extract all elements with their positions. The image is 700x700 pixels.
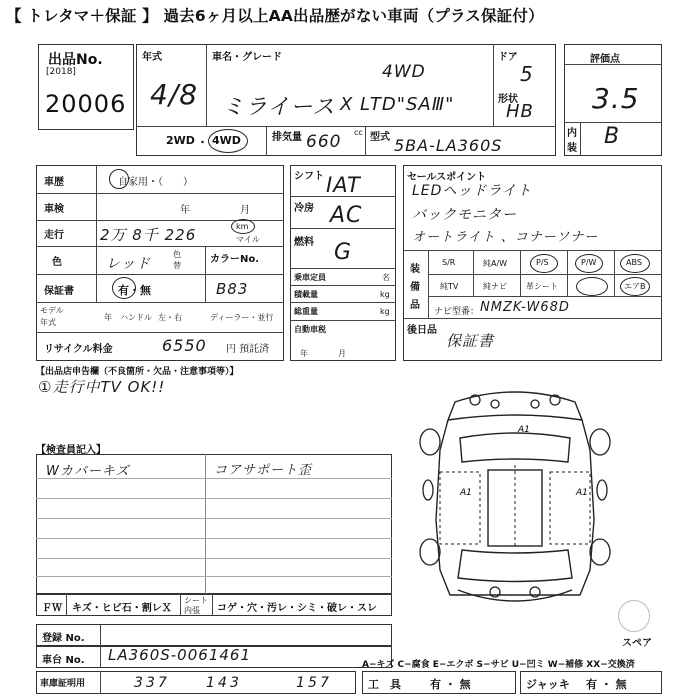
warranty-options: 有・無 — [118, 284, 151, 297]
tools-options: 有 ・ 無 — [430, 678, 471, 691]
spare-tire-icon — [618, 600, 650, 632]
listing-number: 20006 — [45, 90, 127, 118]
seat-label-2: 内張 — [184, 606, 200, 615]
equip-navi: 純ナビ — [483, 282, 507, 291]
floor-text: キズ・ヒビ石・割レＸ — [72, 603, 172, 614]
chassis-value: LA360S-0061461 — [108, 646, 251, 664]
score-value: 3.5 — [592, 82, 640, 115]
model-label: 型式 — [370, 132, 390, 143]
selling-line-1: LEDヘッドライト — [412, 183, 533, 199]
mileage-km: km — [236, 222, 249, 231]
sheet-title: 【 トレタマ＋保証 】 過去6ヶ月以上AA出品歴がない車両（プラス保証付） — [6, 7, 544, 25]
floor-text-2: コゲ・穴・汚レ・シミ・破レ・スレ — [217, 603, 377, 614]
capacity-unit: 名 — [382, 273, 390, 282]
model-value: 5BA-LA360S — [394, 136, 503, 155]
weight-label: 総重量 — [294, 307, 318, 316]
tire-rear-left — [420, 539, 440, 565]
color-no-label: カラーNo. — [210, 254, 260, 265]
cert-digit-4: 1 — [206, 675, 216, 691]
recycle-unit: 円 預託済 — [226, 344, 270, 355]
drive-4wd-circle — [208, 129, 248, 153]
door-label: ドア — [498, 52, 518, 63]
rekishi-label: 車歴 — [44, 177, 64, 188]
inspector-label: 【検査員記入】 — [36, 445, 106, 456]
mark-a1-right: A1 — [576, 488, 588, 498]
drive-note: 4WD — [382, 62, 426, 82]
cert-digit-1: 3 — [134, 675, 144, 691]
selling-label: セールスポイント — [407, 172, 487, 183]
dealer-label: ディーラー・並行 — [210, 313, 274, 322]
handle-label: ハンドル — [120, 313, 152, 322]
damage-legend: A−キズ C−腐食 E−エクボ S−サビ U−凹ミ W−補修 XX−交換済 — [362, 660, 635, 670]
cert-digit-7: 1 — [296, 675, 306, 691]
chassis-label: 車台 No. — [42, 655, 85, 666]
recycle-label: リサイクル料金 — [44, 344, 113, 355]
cc-unit: cc — [354, 128, 363, 137]
next-month: 月 — [338, 349, 346, 358]
nenshiki-value: 4/8 — [150, 78, 199, 111]
cert-digit-2: 3 — [146, 675, 156, 691]
drive-4wd: 4WD — [212, 134, 241, 147]
score-label: 評価点 — [590, 54, 620, 65]
tools-label: 工 具 — [368, 678, 401, 691]
interior-label-1: 内 — [567, 128, 577, 139]
recycle-value: 6550 — [162, 336, 207, 355]
car-label: 車名・グレード — [212, 52, 282, 63]
load-unit: kg — [380, 290, 390, 299]
door-value: 5 — [520, 62, 534, 86]
drive-2wd: 2WD — [166, 134, 195, 147]
color-change-2: 替 — [173, 261, 181, 270]
notes-value: ①走行中TV OK!! — [38, 378, 166, 396]
car-damage-diagram — [400, 380, 630, 616]
selling-line-3: オートライト 、コナーソナー — [412, 230, 599, 245]
jack-options: 有 ・ 無 — [586, 678, 627, 691]
mileage-mile: マイル — [236, 235, 260, 244]
equip-abs: ABS — [626, 258, 642, 267]
cert-digit-6: 3 — [230, 675, 240, 691]
equipment-label-3: 品 — [410, 300, 420, 311]
registration-box — [36, 624, 392, 646]
model-year-label-1: モデル — [40, 306, 64, 315]
equipment-label-2: 備 — [410, 282, 420, 293]
warranty-label: 保証書 — [44, 286, 74, 297]
shift-value: IAT — [326, 173, 361, 197]
equip-aw: 純A/W — [483, 259, 508, 268]
rekishi-options: 自家用・（ ） — [118, 177, 193, 188]
navi-value: NMZK-W68D — [480, 300, 570, 315]
notes-label: 【出品店申告欄（不良箇所・欠品・注意事項等）】 — [36, 367, 239, 377]
inspector-right-value: コアサポート歪 — [214, 463, 313, 478]
color-label: 色 — [52, 257, 62, 268]
shaken-label: 車検 — [44, 204, 64, 215]
equip-sr: S/R — [442, 258, 456, 267]
cert-digit-8: 5 — [308, 675, 318, 691]
next-label: 自動車税 — [294, 325, 326, 334]
color-change-1: 色 — [173, 250, 181, 259]
jack-label: ジャッキ — [526, 678, 570, 691]
listing-label: 出品No. — [48, 52, 103, 68]
model-year-label-2: 年式 — [40, 318, 56, 327]
cert-digit-9: 7 — [320, 675, 330, 691]
interior-label-2: 装 — [567, 143, 577, 154]
weight-unit: kg — [380, 307, 390, 316]
mileage-label: 走行 — [44, 230, 64, 241]
shaken-month: 月 — [240, 205, 250, 216]
displacement-value: 660 — [306, 132, 342, 152]
interior-value: B — [604, 124, 621, 149]
nenshiki-label: 年式 — [142, 52, 162, 63]
fuel-value: G — [334, 240, 353, 265]
equipment-label-1: 装 — [410, 264, 420, 275]
car-grade: X LTD"SAⅢ" — [340, 94, 455, 115]
ac-label: 冷房 — [294, 203, 314, 214]
registration-label: 登録 No. — [42, 633, 85, 644]
color-value: レッド — [106, 256, 151, 272]
capacity-label: 乗車定員 — [294, 273, 326, 282]
navi-label: ナビ型番： — [434, 307, 480, 317]
model-year-unit: 年 — [104, 313, 112, 322]
equip-ps: P/S — [536, 258, 549, 267]
seat-label-1: シート — [184, 596, 208, 605]
shaken-year: 年 — [180, 205, 190, 216]
selling-line-2: バックモニター — [412, 207, 517, 223]
next-year: 年 — [300, 349, 308, 358]
shift-label: シフト — [294, 171, 324, 182]
equip-tv: 純TV — [440, 282, 459, 291]
floor-label: ＦＷ — [42, 603, 62, 614]
displacement-label: 排気量 — [272, 132, 302, 143]
tire-rear-right — [590, 539, 610, 565]
tire-front-right — [590, 429, 610, 455]
certificate-label: 車庫証明用 — [40, 679, 86, 689]
mileage-value: 2万 8千 226 — [100, 226, 197, 244]
fuel-label: 燃料 — [294, 237, 314, 248]
spare-label: スペア — [622, 638, 652, 649]
handle-options: 左・右 — [158, 313, 182, 322]
inspector-left-value: Wカバーキズ — [46, 464, 130, 479]
tire-front-left — [420, 429, 440, 455]
ac-value: AC — [330, 203, 363, 228]
mark-a1-left: A1 — [460, 488, 472, 498]
after-value: 保証書 — [446, 332, 495, 350]
car-name: ミライース — [222, 95, 336, 120]
equip-pw: P/W — [581, 258, 597, 267]
mark-a1-top: A1 — [518, 425, 530, 435]
color-no-value: B83 — [216, 280, 249, 298]
after-label: 後日品 — [407, 325, 437, 336]
cert-digit-3: 7 — [158, 675, 168, 691]
load-label: 積載量 — [294, 290, 318, 299]
equip-leather: 革シート — [526, 282, 558, 291]
shape-value: HB — [506, 101, 534, 122]
listing-year-tag: [2018] — [46, 67, 76, 77]
cert-digit-5: 4 — [218, 675, 228, 691]
equip-airbag: エアB — [624, 282, 646, 291]
shape-label: 形状 — [498, 94, 518, 105]
